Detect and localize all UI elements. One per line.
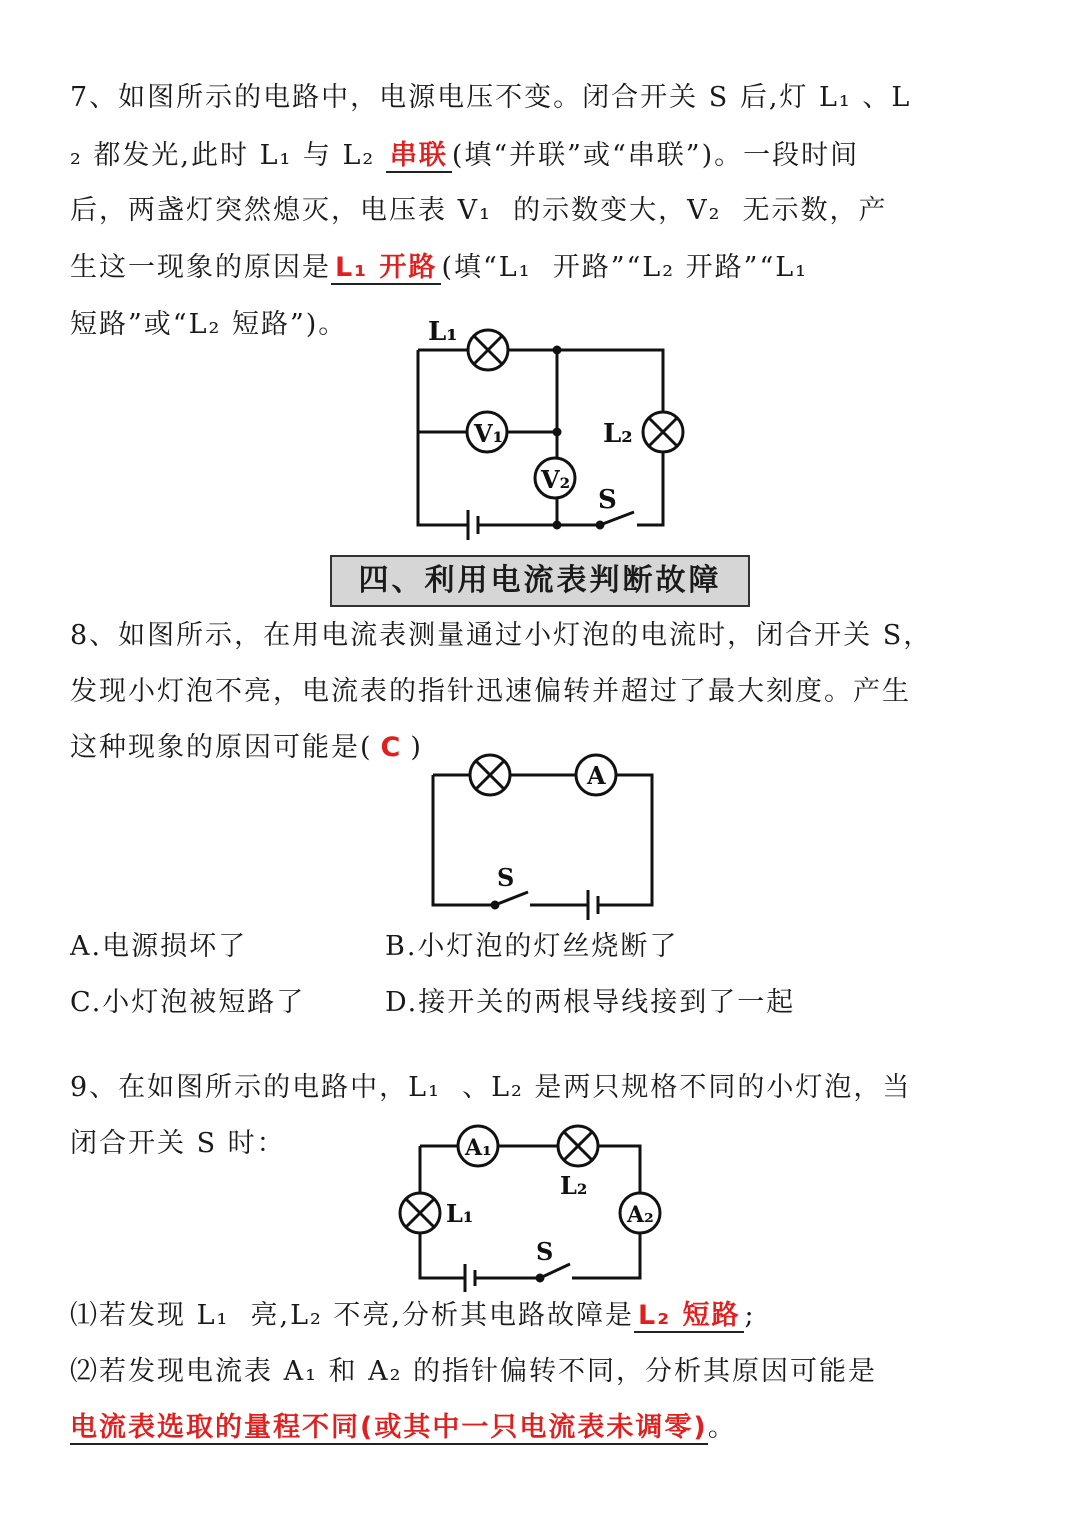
q7-answer-2: L₁ 开路	[331, 252, 441, 285]
option-a: A.电源损坏了	[70, 931, 248, 962]
label-s: S	[497, 863, 515, 892]
option-c: C.小灯泡被短路了	[70, 987, 306, 1018]
label-s: S	[598, 485, 617, 515]
q7-text: (填“L₁ 开路”“L₂ 开路”“L₁	[441, 252, 808, 283]
q9-text: ⑴若发现 L₁ 亮,L₂ 不亮,分析其电路故障是	[70, 1300, 635, 1331]
lamp-l1-icon	[468, 330, 508, 370]
q9-part-2: ⑵若发现电流表 A₁ 和 A₂ 的指针偏转不同，分析其原因可能是	[70, 1356, 877, 1387]
q7-line-1: 7、如图所示的电路中，电源电压不变。闭合开关 S 后,灯 L₁ 、L	[70, 82, 912, 113]
label-l1: L₁	[428, 317, 458, 347]
q7-text: 生这一现象的原因是	[70, 252, 331, 283]
label-l2: L₂	[560, 1171, 588, 1200]
q9-answer-2: 电流表选取的量程不同(或其中一只电流表未调零)	[70, 1412, 708, 1443]
lamp-l2-icon	[643, 412, 683, 452]
label-l1: L₁	[446, 1199, 474, 1228]
lamp-icon	[470, 755, 510, 795]
q7-text: ₂ 都发光,此时 L₁ 与 L₂	[70, 140, 386, 171]
q8-text: )	[410, 732, 423, 763]
circuit-q8	[433, 755, 652, 920]
label-s: S	[536, 1237, 554, 1266]
label-a2: A₂	[627, 1202, 654, 1228]
option-d: D.接开关的两根导线接到了一起	[385, 987, 796, 1018]
q9-text: 。	[707, 1412, 737, 1443]
q7-line-5: 短路”或“L₂ 短路”)。	[70, 309, 348, 340]
q9-answer-1: L₂ 短路	[634, 1300, 744, 1333]
option-b: B.小灯泡的灯丝烧断了	[385, 931, 679, 962]
q8-text: 这种现象的原因可能是(	[70, 732, 373, 763]
q7-answer-1: 串联	[386, 140, 452, 173]
label-a: A	[587, 761, 606, 790]
lamp-l2-icon	[558, 1126, 598, 1166]
label-l2: L₂	[603, 419, 633, 449]
q9-line-2: 闭合开关 S 时：	[70, 1128, 286, 1159]
circuit-q7	[418, 317, 683, 540]
q8-answer: C	[380, 732, 403, 763]
circuit-q9	[400, 1126, 660, 1292]
label-v2: V₂	[541, 465, 571, 494]
q8-line-1: 8、如图所示，在用电流表测量通过小灯泡的电流时，闭合开关 S，	[70, 620, 933, 651]
q9-text: ;	[744, 1300, 756, 1331]
q7-text: (填“并联”或“串联”)。一段时间	[451, 140, 860, 171]
label-v1: V₁	[474, 419, 504, 448]
section-title: 四、利用电流表判断故障	[330, 555, 750, 607]
q7-line-3: 后，两盏灯突然熄灭，电压表 V₁ 的示数变大，V₂ 无示数，产	[70, 195, 888, 226]
q8-line-2: 发现小灯泡不亮，电流表的指针迅速偏转并超过了最大刻度。产生	[70, 676, 911, 707]
label-a1: A₁	[465, 1135, 492, 1161]
q9-line-1: 9、在如图所示的电路中，L₁ 、L₂ 是两只规格不同的小灯泡，当	[70, 1072, 912, 1103]
lamp-l1-icon	[400, 1193, 440, 1233]
